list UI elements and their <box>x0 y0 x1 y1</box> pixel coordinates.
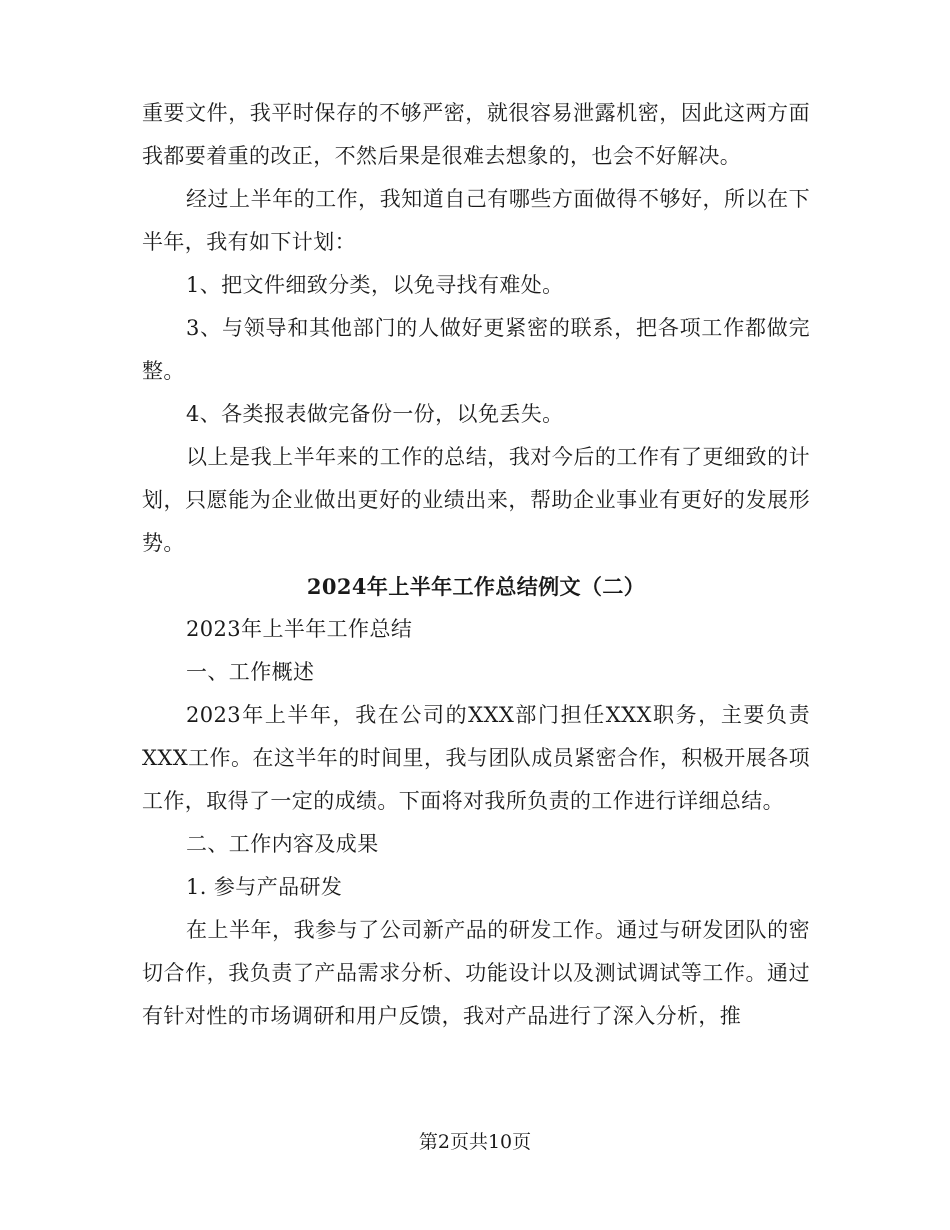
subtitle-summary: 2023年上半年工作总结 <box>186 617 413 641</box>
paragraph-conclusion: 以上是我上半年来的工作的总结，我对今后的工作有了更细致的计划，只愿能为企业做出更好的业绩出来，帮助企业事业有更好的发展形势。 <box>142 445 810 555</box>
heading-work-content: 二、工作内容及成果 <box>186 832 379 856</box>
plan-item-1: 1、把文件细致分类，以免寻找有难处。 <box>186 273 564 297</box>
heading-overview: 一、工作概述 <box>186 660 315 684</box>
paragraph-continued: 重要文件，我平时保存的不够严密，就很容易泄露机密，因此这两方面我都要着重的改正，不然后果是很难去想象的，也会不好解决。 <box>142 101 810 168</box>
plan-item-4: 4、各类报表做完备份一份，以免丢失。 <box>186 402 564 426</box>
paragraph-overview: 2023年上半年，我在公司的XXX部门担任XXX职务，主要负责XXX工作。在这半年的时间里，我与团队成员紧密合作，积极开展各项工作，取得了一定的成绩。下面将对我所负责的工作进行详细总结。 <box>142 703 810 813</box>
document-body <box>142 92 810 1038</box>
paragraph-product-rd: 在上半年，我参与了公司新产品的研发工作。通过与研发团队的密切合作，我负责了产品需求分析、功能设计以及测试调试等工作。通过有针对性的市场调研和用户反馈，我对产品进行了深入分析，推 <box>142 918 810 1028</box>
section-title: 2024年上半年工作总结例文（二） <box>306 574 646 599</box>
paragraph-plan-intro: 经过上半年的工作，我知道自己有哪些方面做得不够好，所以在下半年，我有如下计划： <box>142 187 810 254</box>
plan-item-3: 3、与领导和其他部门的人做好更紧密的联系，把各项工作都做完整。 <box>142 316 810 383</box>
heading-product-rd: 1. 参与产品研发 <box>186 875 343 899</box>
page-number-footer: 第2页共10页 <box>418 1131 532 1153</box>
